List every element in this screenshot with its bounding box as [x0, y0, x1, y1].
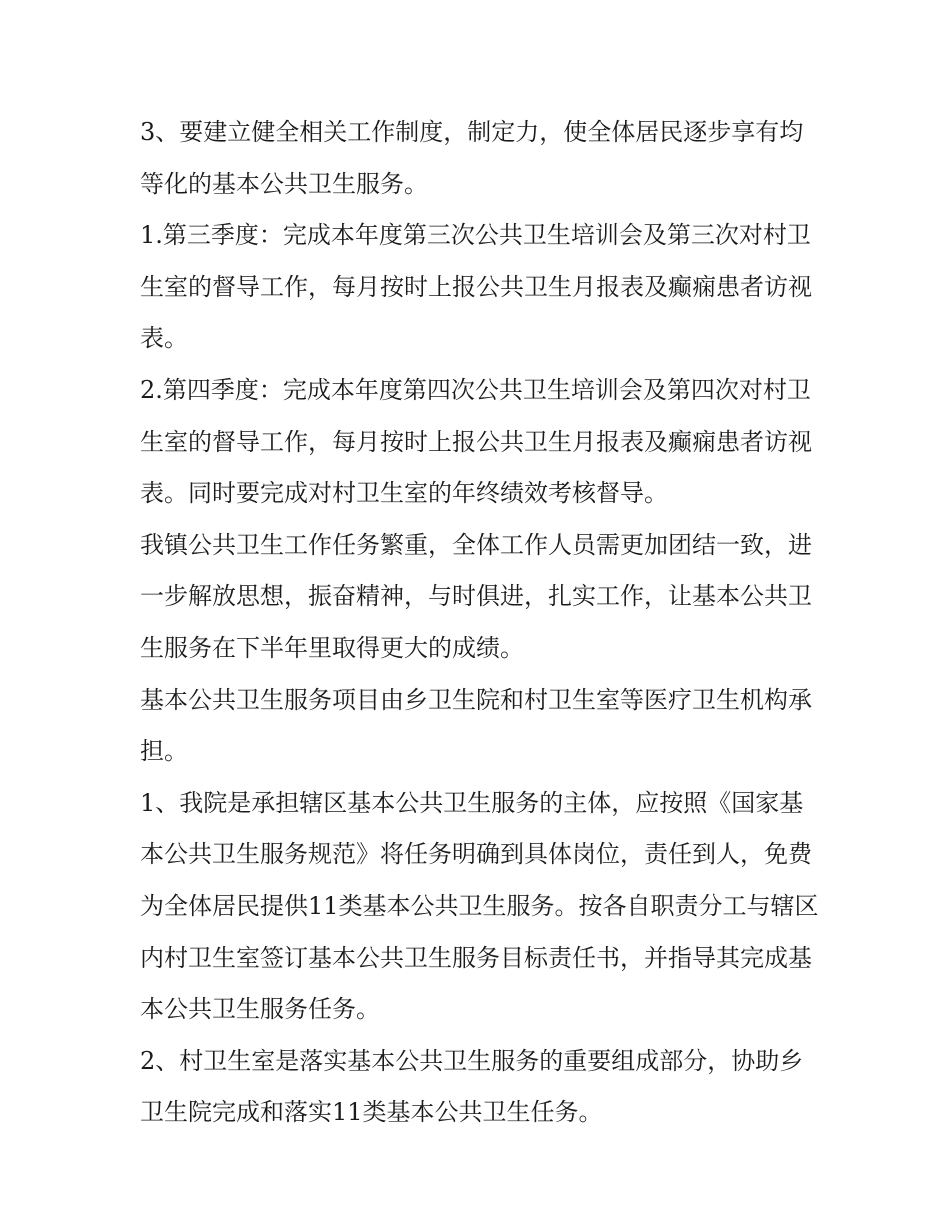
document-body — [140, 107, 820, 1139]
paragraph-summary: 我镇公共卫生工作任务繁重，全体工作人员需更加团结一致，进一步解放思想，振奋精神，与时俱进，扎实工作，让基本公共卫生服务在下半年里取得更大的成绩。 — [140, 530, 812, 662]
paragraph-q4-plan: 2.第四季度：完成本年度第四次公共卫生培训会及第四次对村卫生室的督导工作，每月按时上报公共卫生月报表及癫痫患者访视表。同时要完成对村卫生室的年终绩效考核督导。 — [140, 375, 812, 508]
paragraph-service-providers: 基本公共卫生服务项目由乡卫生院和村卫生室等医疗卫生机构承担。 — [140, 685, 812, 766]
paragraph-clinic-role: 2、村卫生室是落实基本公共卫生服务的重要组成部分，协助乡卫生院完成和落实11类基本公共卫生任务。 — [140, 1046, 804, 1127]
paragraph-item-3-system: 3、要建立健全相关工作制度，制定力，使全体居民逐步享有均等化的基本公共卫生服务。 — [140, 118, 804, 198]
paragraph-q3-plan: 1.第三季度：完成本年度第三次公共卫生培训会及第三次对村卫生室的督导工作，每月按时上报公共卫生月报表及癫痫患者访视表。 — [140, 221, 812, 353]
paragraph-hospital-role: 1、我院是承担辖区基本公共卫生服务的主体，应按照《国家基本公共卫生服务规范》将任务明确到具体岗位，责任到人，免费为全体居民提供11类基本公共卫生服务。按各自职责分工与辖区内村卫生室签订基本公共卫生服务目标责任书，并指导其完成基本公共卫生服务任务。 — [140, 788, 819, 1024]
